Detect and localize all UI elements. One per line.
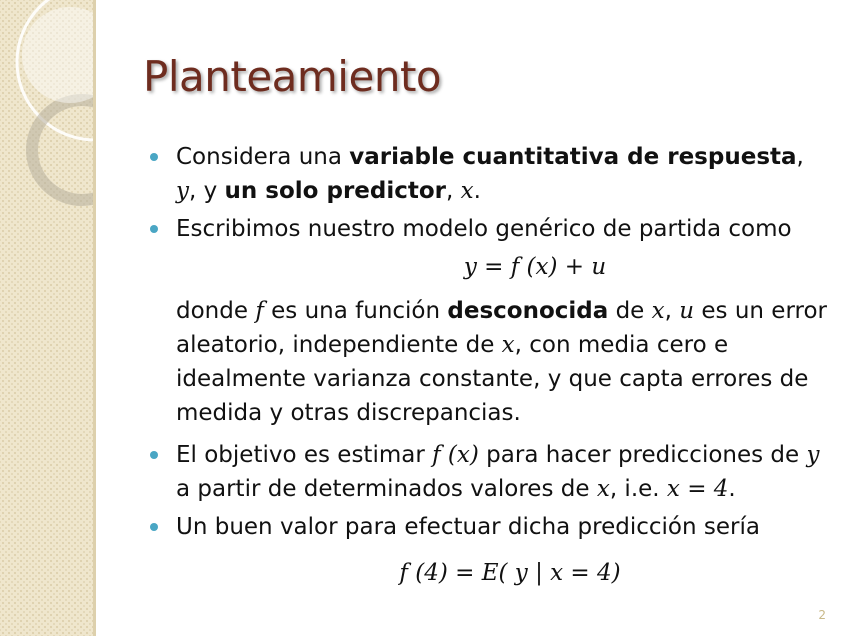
model-description: donde f es una función desconocida de x, u es un error aleatorio, independiente de x, con media cero e idealmente varianza constante, y que capta errores de medida y otras discrepancias. [176, 298, 827, 426]
model-equation: y = f (x) + u [463, 254, 607, 280]
page-number: 2 [818, 608, 826, 622]
sidebar-edge [93, 0, 96, 636]
decorative-circles [0, 0, 93, 636]
bullet-icon [150, 451, 158, 459]
bullet-icon [150, 153, 158, 161]
bullet-item-3: El objetivo es estimar f (x) para hacer predicciones de y a partir de determinados valores de x, i.e. x = 4. [150, 438, 830, 506]
bullet-item-4: Un buen valor para efectuar dicha predicción sería [150, 510, 830, 544]
slide-body [150, 140, 830, 590]
bullet-item-1: Considera una variable cuantitativa de respuesta, y, y un solo predictor, x. [150, 140, 830, 208]
bullet-icon [150, 225, 158, 233]
prediction-equation: f (4) = E( y | x = 4) [399, 560, 621, 586]
bullet-item-2: Escribimos nuestro modelo genérico de partida como [150, 212, 830, 246]
decorative-sidebar [0, 0, 93, 636]
bullet-icon [150, 523, 158, 531]
slide-title: Planteamiento [143, 52, 442, 101]
